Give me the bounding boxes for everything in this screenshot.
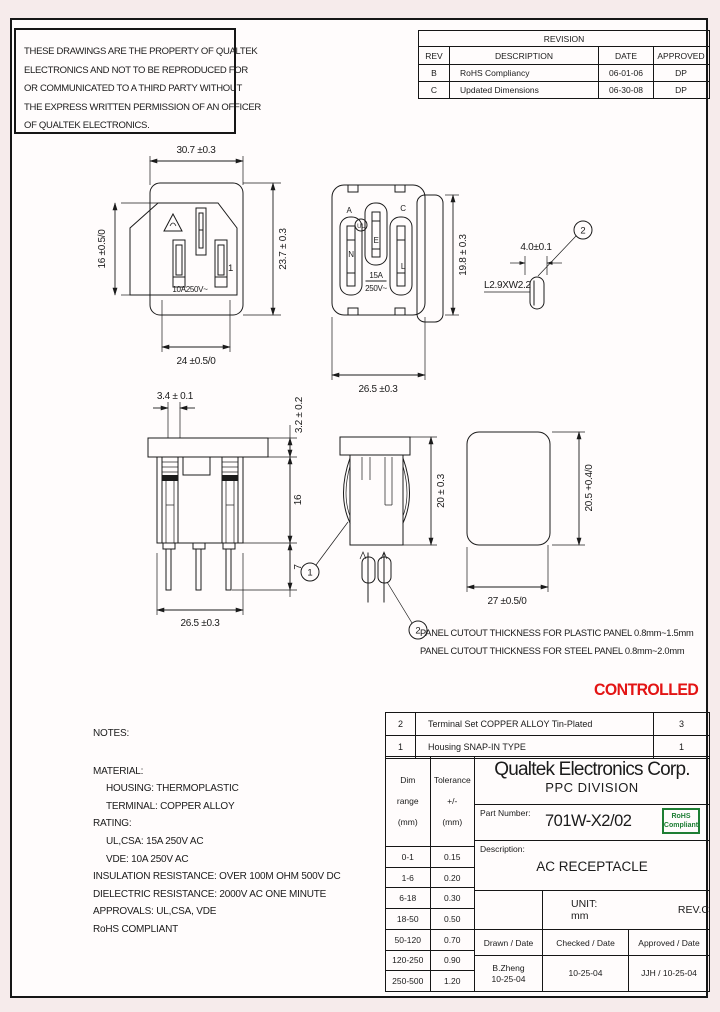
side-view-dim-bottom <box>157 553 243 629</box>
panel-note-line: PANEL CUTOUT THICKNESS FOR PLASTIC PANEL 0.8mm~1.5mm <box>420 628 694 638</box>
drawn-header: Drawn / Date <box>475 930 543 955</box>
drawn-value: B.Zheng 10-25-04 <box>475 956 543 991</box>
part-item-number: 1 <box>386 736 416 758</box>
tolerance-header-tol: Tolerance +/- (mm) <box>430 757 475 846</box>
line-pin-slot <box>215 240 227 287</box>
terminal-label-c: C <box>400 204 406 213</box>
dim-front-top: 30.7 ±0.3 <box>176 145 216 156</box>
part-item-number: 2 <box>386 713 416 735</box>
parts-row <box>386 735 709 758</box>
note-line: DIELECTRIC RESISTANCE: 2000V AC ONE MINUTE <box>93 888 327 900</box>
terminal-label-e: E <box>373 236 379 245</box>
revision-description: Updated Dimensions <box>449 82 598 98</box>
part-description: Housing SNAP-IN TYPE <box>428 742 526 752</box>
front-view-pins <box>173 208 227 287</box>
front-view-dims <box>97 145 289 367</box>
title-block <box>385 756 710 992</box>
notice-line: OF QUALTEK ELECTRONICS. <box>24 120 150 131</box>
revision-header-approved: APPROVED <box>653 47 708 64</box>
neutral-pin-slot <box>173 240 185 287</box>
tolerance-row: 0-1 0.15 <box>386 847 474 867</box>
balloon-1 <box>301 522 348 581</box>
checked-value: 10-25-04 <box>543 956 629 991</box>
note-line: TERMINAL: COPPER ALLOY <box>106 800 235 812</box>
signature-header-row <box>475 930 709 956</box>
dim-side-pin: 7 <box>293 564 304 570</box>
dim-front-bottom: 24 ±0.5/0 <box>176 356 216 367</box>
flange-side <box>148 438 268 457</box>
terminal-outline <box>530 277 544 309</box>
terminal-detail-drawing <box>480 200 620 325</box>
svg-text:2: 2 <box>580 225 586 237</box>
note-line: RoHS COMPLIANT <box>93 923 178 935</box>
note-line: VDE: 10A 250V AC <box>106 853 189 865</box>
notice-line: THE EXPRESS WRITTEN PERMISSION OF AN OFFICER <box>24 101 261 113</box>
vde-triangle-logo <box>164 214 182 231</box>
dim-rear-bottom: 26.5 ±0.3 <box>358 384 398 395</box>
dim-snap-right: 20 ± 0.3 <box>436 474 447 508</box>
dim-terminal-width: 4.0±0.1 <box>520 242 552 253</box>
dim-cutout-right: 20.5 +0.4/0 <box>584 464 595 512</box>
dim-side-body: 16 <box>293 494 304 506</box>
unit-row <box>475 891 709 930</box>
rating-voltage: 250V~ <box>365 284 387 293</box>
panel-cutout-drawing <box>455 420 612 615</box>
side-view-pins <box>163 543 235 590</box>
controlled-stamp: CONTROLLED <box>594 681 699 699</box>
note-line: HOUSING: THERMOPLASTIC <box>106 783 239 795</box>
rohs-compliant-badge: RoHS Compliant <box>662 808 700 834</box>
rating-current: 15A <box>369 271 383 280</box>
part-number-row <box>475 805 709 841</box>
rating-marking: 10A250V~ <box>172 285 208 294</box>
description-value: AC RECEPTACLE <box>536 859 648 874</box>
tolerance-row: 250-500 1.20 <box>386 970 474 991</box>
revision-table <box>418 30 710 99</box>
revision-approved: DP <box>653 82 708 98</box>
part-number-label: Part Number: <box>480 808 531 818</box>
tolerance-row: 50-120 0.70 <box>386 929 474 950</box>
revision-approved: DP <box>653 65 708 81</box>
terminal-label-a: A <box>346 206 352 215</box>
company-header <box>475 757 709 805</box>
tolerance-row: 18-50 0.50 <box>386 908 474 929</box>
revision-row <box>419 81 709 98</box>
cutout-outline <box>467 432 550 545</box>
dim-side-top: 3.4 ± 0.1 <box>156 391 194 402</box>
notes-title: NOTES: <box>93 728 130 739</box>
terminal-label-l: L <box>400 262 406 271</box>
snap-view-outline <box>340 437 410 545</box>
revision-row <box>419 64 709 81</box>
signature-value-row <box>475 956 709 991</box>
panel-cutout-notes <box>420 625 693 660</box>
dim-front-right: 23.7 ± 0.3 <box>278 228 289 270</box>
revision-header-description: DESCRIPTION <box>449 47 598 64</box>
socket-face <box>130 203 237 295</box>
note-line: MATERIAL: <box>93 765 144 777</box>
notes-block <box>93 725 393 939</box>
company-name: Qualtek Electronics Corp. <box>494 759 690 780</box>
notice-line: ELECTRONICS AND NOT TO BE REPRODUCED FOR <box>24 64 248 76</box>
terminal-label-n: N <box>348 250 354 259</box>
revision-table-title: REVISION <box>543 33 585 44</box>
tolerance-header <box>386 757 474 847</box>
tolerance-row: 120-250 0.90 <box>386 950 474 971</box>
parts-row <box>386 713 709 735</box>
property-notice-box <box>14 28 261 134</box>
part-description: Terminal Set COPPER ALLOY Tin-Plated <box>428 719 593 729</box>
side-view-drawing <box>135 385 325 640</box>
mount-frame-outline <box>417 195 443 322</box>
tolerance-row: 1-6 0.20 <box>386 867 474 888</box>
description-row <box>475 841 709 891</box>
approved-value: JJH / 10-25-04 <box>641 968 697 978</box>
snap-wings <box>344 458 410 523</box>
part-quantity: 3 <box>653 713 709 735</box>
ref-number-1: 1 <box>228 263 234 274</box>
side-view-terminal-columns <box>162 457 238 543</box>
unit-value: UNIT: mm <box>571 898 598 922</box>
dim-front-left: 16 ±0.5/0 <box>97 229 108 269</box>
snap-view-drawing <box>300 410 465 660</box>
terminal-size-label: L2.9XW2.2 <box>484 280 531 291</box>
dim-side-flange: 3.2 ± 0.2 <box>294 396 305 434</box>
tolerance-table <box>386 757 475 991</box>
checked-header: Checked / Date <box>543 930 629 955</box>
balloon-2 <box>574 221 592 239</box>
revision-description: RoHS Compliancy <box>449 65 598 81</box>
revision-header-row <box>419 46 709 64</box>
dim-cutout-bottom: 27 ±0.5/0 <box>487 596 527 607</box>
note-line: RATING: <box>93 818 132 830</box>
revision-header-date: DATE <box>598 47 653 64</box>
line-terminal <box>390 217 412 295</box>
title-block-right <box>475 757 709 991</box>
side-view-dims-top <box>153 391 195 438</box>
tolerance-header-dim: Dim range (mm) <box>396 775 419 827</box>
panel-note-line: PANEL CUTOUT THICKNESS FOR STEEL PANEL 0.8mm~2.0mm <box>420 645 685 656</box>
svg-text:1: 1 <box>307 567 313 579</box>
snap-view-pins <box>360 552 391 602</box>
svg-text:UL: UL <box>357 224 365 230</box>
unit-row-spacer <box>475 891 543 929</box>
company-division: PPC DIVISION <box>545 780 639 795</box>
note-line: UL,CSA: 15A 250V AC <box>106 835 204 847</box>
dim-side-bottom: 26.5 ±0.3 <box>180 618 220 629</box>
unit-rev-cell <box>543 891 709 929</box>
dim-rear-right: 19.8 ± 0.3 <box>458 234 469 276</box>
notice-line: OR COMMUNICATED TO A THIRD PARTY WITHOUT <box>24 83 242 94</box>
revision-header-rev: REV <box>425 50 443 61</box>
revision-rev: B <box>431 68 437 78</box>
approved-header: Approved / Date <box>638 937 700 948</box>
note-line: APPROVALS: UL,CSA, VDE <box>93 906 217 918</box>
front-view-drawing <box>85 140 315 380</box>
revision-date: 06-30-08 <box>598 82 653 98</box>
description-label: Description: <box>480 844 525 854</box>
notice-line: THESE DRAWINGS ARE THE PROPERTY OF QUALTEK <box>24 46 258 57</box>
parts-list-table <box>385 712 710 759</box>
rev-value: REV.C <box>677 904 709 916</box>
rear-view-drawing <box>315 165 475 405</box>
part-quantity: 1 <box>653 736 709 758</box>
revision-rev: C <box>430 85 438 95</box>
tolerance-rows <box>386 847 474 991</box>
rear-rating-marking <box>365 271 387 293</box>
part-number-value: 701W-X2/02 <box>545 812 632 830</box>
panel-cutout-dims <box>467 432 595 607</box>
revision-date: 06-01-06 <box>598 65 653 81</box>
tolerance-row: 6-18 0.30 <box>386 887 474 908</box>
svg-text:2: 2 <box>415 625 421 637</box>
note-line: INSULATION RESISTANCE: OVER 100M OHM 500V DC <box>93 871 341 883</box>
drawing-sheet-border <box>10 18 708 998</box>
